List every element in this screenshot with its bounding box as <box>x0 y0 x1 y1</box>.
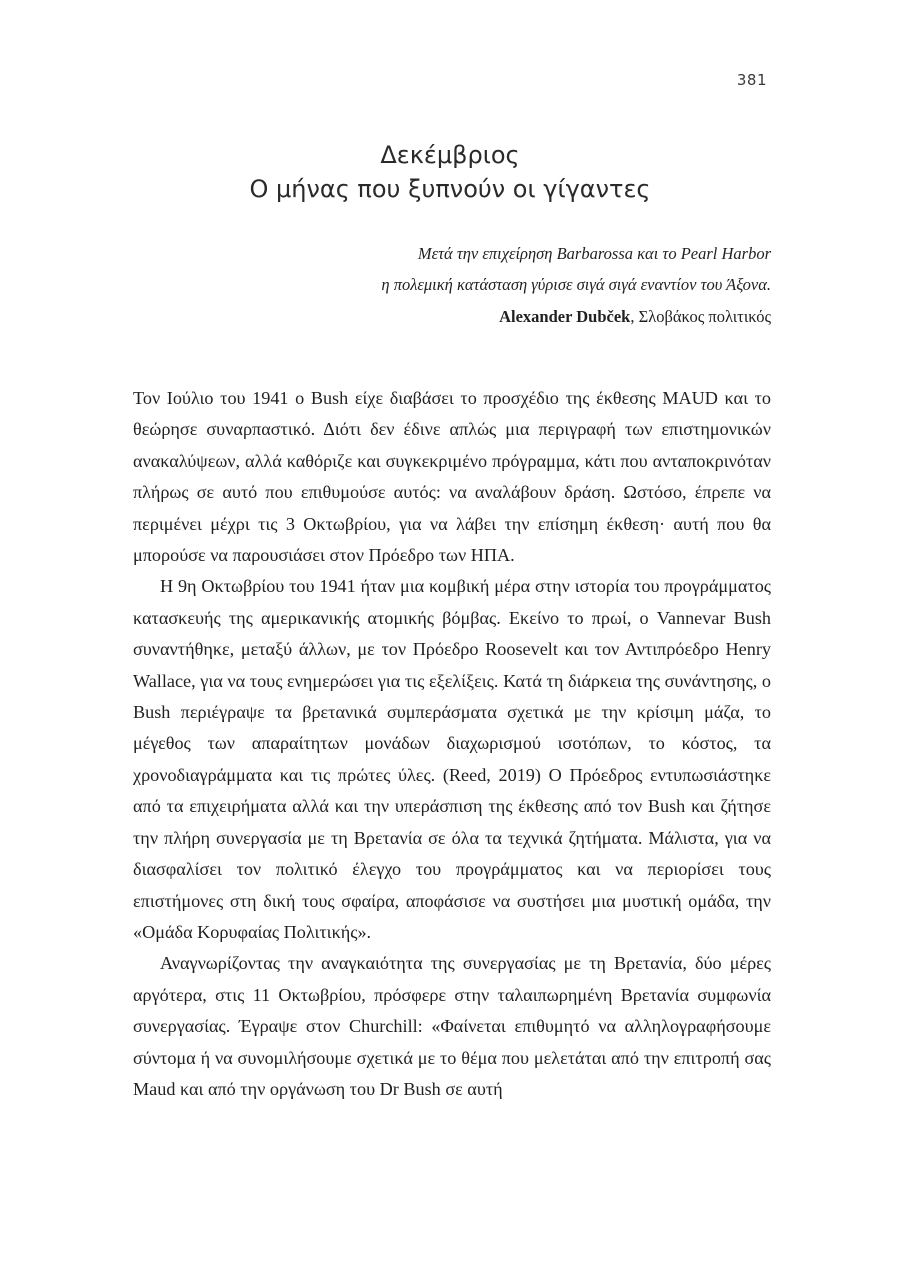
chapter-title-month: Δεκέμβριος <box>380 141 520 169</box>
chapter-title <box>0 138 900 206</box>
epigraph-quote-line-1: Μετά την επιχείρηση Barbarossa και το Pearl Harbor <box>417 244 771 263</box>
epigraph-quote-line-2: η πολεμική κατάσταση γύρισε σιγά σιγά εναντίον του Άξονα. <box>381 275 771 294</box>
epigraph <box>211 238 771 332</box>
chapter-subtitle: Ο μήνας που ξυπνούν οι γίγαντες <box>249 175 651 203</box>
page-number: 381 <box>736 71 767 89</box>
paragraph-3: Αναγνωρίζοντας την αναγκαιότητα της συνεργασίας με τη Βρετανία, δύο μέρες αργότερα, στις 11 Οκτωβρίου, πρόσφερε στην ταλαιπωρημένη Βρετανία συμφωνία συνεργασίας. Έγραψε στον Churchill: «Φαίνεται επιθυμητό να αλληλογραφήσουμε σύντομα ή να συνομιλήσουμε σχετικά με το θέμα που μελετάται από την επιτροπή σας Maud και από την οργάνωση του Dr Bush σε αυτή <box>133 953 771 1099</box>
epigraph-author-description: , Σλοβάκος πολιτικός <box>630 307 771 326</box>
epigraph-author: Alexander Dubček <box>499 307 631 326</box>
paragraph-1: Τον Ιούλιο του 1941 ο Bush είχε διαβάσει το προσχέδιο της έκθεσης MAUD και το θεώρησε συναρπαστικό. Διότι δεν έδινε απλώς μια περιγραφή των επιστημονικών ανακαλύψεων, αλλά καθόριζε και συγκεκριμένο πρόγραμμα, κάτι που ανταποκρινόταν πλήρως σε αυτό που επιθυμούσε αυτός: να αναλάβουν δράση. Ωστόσο, έπρεπε να περιμένει μέχρι τις 3 Οκτωβρίου, για να λάβει την επίσημη έκθεση· αυτή που θα μπορούσε να παρουσιάσει στον Πρόεδρο των ΗΠΑ. <box>133 388 771 566</box>
epigraph-attribution <box>211 301 771 332</box>
paragraph-2: Η 9η Οκτωβρίου του 1941 ήταν μια κομβική μέρα στην ιστορία του προγράμματος κατασκευής της αμερικανικής ατομικής βόμβας. Εκείνο το πρωί, ο Vannevar Bush συναντήθηκε, μεταξύ άλλων, με τον Πρόεδρο Roosevelt και τον Αντιπρόεδρο Henry Wallace, για να τους ενημερώσει για τις εξελίξεις. Κατά τη διάρκεια της συνάντησης, ο Bush περιέγραψε τα βρετανικά συμπεράσματα σχετικά με την κρίσιμη μάζα, το μέγεθος των απαραίτητων μονάδων διαχωρισμού ισοτόπων, το κόστος, τα χρονοδιαγράμματα και τις πρώτες ύλες. (Reed, 2019) Ο Πρόεδρος εντυπωσιάστηκε από τα επιχειρήματα αλλά και την υπεράσπιση της έκθεσης από τον Bush και ζήτησε την πλήρη συνεργασία με τη Βρετανία σε όλα τα τεχνικά ζητήματα. Μάλιστα, για να διασφαλίσει τον πολιτικό έλεγχο του προγράμματος και να περιορίσει τους επιστήμονες στη δική τους σφαίρα, αποφάσισε να συστήσει μια μυστική ομάδα, την «Ομάδα Κορυφαίας Πολιτικής». <box>133 576 771 942</box>
body-text <box>133 383 771 1105</box>
